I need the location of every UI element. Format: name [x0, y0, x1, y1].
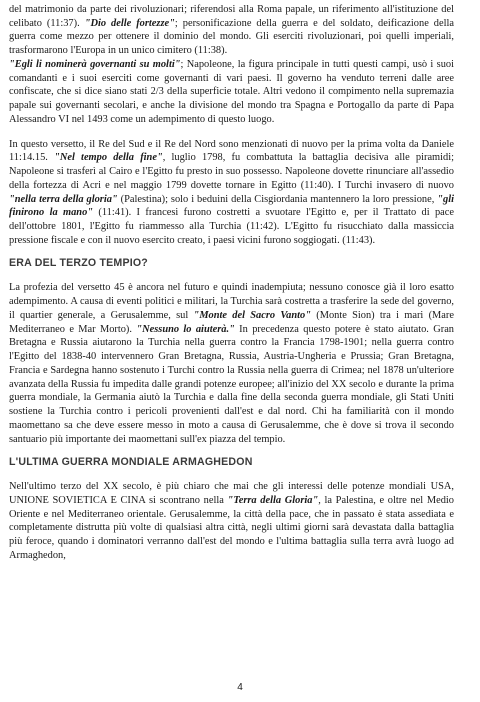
text-span: ; personificazione della guerra e del soldato, deificazione della guerra come mezzo per ottenere il dominio del mondo. Gli eserciti rivoluzionari, poi quelli imperiali, trasformarono l'Europa in un unico cimitero (11:38). [9, 17, 454, 57]
text-span: In precedenza questo potere è stato aiutato. Gran Bretagna e Russia aiutarono la Turchia nella guerra contro la Francia 1798-1901; nella guerra contro l'Egitto del 1838-40 intervennero Gran Bretagna, Russia, Austria-Ungheria e Prussia; Gran Bretagna, Francia e Sardegna hanno sostenuto i Turchi contro la Russia nella guerra di Crimea; nel 1878 un'ulteriore avanzata della Russia fu impedita dalle grandi potenze europee; all'inizio del XX secolo e durante la prima guerra mondiale, la Germania aiutò la Turchia e dalla fine della seconda guerra mondiale, gli Stati Uniti sostiene la Turchia contro i pericoli provenienti dall'est e dal nord. Chi ha familiarità con il mondo maomettano sa che deve essere messo in moto a causa di Gerusalemme, che è dove si trova il secondo santuario più importante dei maomettani sull'ex piazza del tempio. [9, 323, 454, 445]
text-span: , la Palestina, e oltre nel Medio Oriente e nel Mediterraneo orientale. Gerusalemme, la città della pace, che in passato è stata assediata e completamente distrutta più volte di qualsiasi altra città, negli ultimi giorni sarà devastata dalla battaglia più feroce, quando i dominatori verranno dall'est del mondo e l'ultima battaglia sulla terra avrà luogo ad Armaghedon, [9, 494, 454, 561]
paragraph-time-of-end [9, 138, 454, 248]
text-span: , luglio 1798, fu combattuta la battaglia decisiva alle piramidi; Napoleone si trasferì al Cairo e l'Egitto fu presto in suo possesso. Napoleone dovette rinunciare all'assedio della fortezza di Acri e nel maggio 1799 dovette tornare in Egitto (11:40). I Turchi invasero di nuovo [9, 152, 454, 191]
section-heading-last-war: L'ULTIMA GUERRA MONDIALE ARMAGHEDON [9, 456, 253, 469]
text-span: La profezia del versetto 45 è ancora nel futuro e quindi inadempiuta; nessuno conosce già il loro esatto adempimento. A causa di eventi politici e militari, la Turchia sarà costretta a trasferire la sede del governo, il quartier generale, a Gerusalemme, sul [9, 282, 454, 321]
paragraph-armageddon [9, 480, 454, 562]
text-span: ; Napoleone, la figura principale in tutti questi campi, usò i suoi comandanti e i suoi eserciti come governanti di vari paesi. Il governo ha venduto terreni dalle aree confiscate, che si dice siano stati 2/3 della superficie totale. Altri vedono il compimento nella supremazia papale sui governanti secolari, e anche la divisione del mondo tra Spagna e Portogallo da parte di Papa Alessandro VI nel 1493 come un adempimento di questo luogo. [9, 58, 454, 125]
section-heading-third-temple: ERA DEL TERZO TEMPIO? [9, 257, 148, 270]
quote-emphasis: "Dio delle fortezze" [84, 17, 175, 29]
quote-emphasis: "Terra della Gloria" [227, 494, 319, 506]
text-span: (11:41). I francesi furono costretti a svuotare l'Egitto e, per il Trattato di pace dell'ottobre 1801, l'Egitto fu riammesso alla Turchia (11:42). L'Egitto fu risucchiato dalla massiccia pressione fiscale e con il nuovo esercito creato, i paesi vicini furono soggiogati. (11:43). [9, 207, 454, 246]
paragraph-verse-45 [9, 281, 454, 446]
quote-emphasis: "gli finirono la mano" [9, 193, 454, 219]
quote-emphasis: "Nessuno lo aiuterà." [136, 323, 235, 335]
text-span: del matrimonio da parte dei rivoluzionari; riferendosi alla Roma papale, un riferimento all'istituzione del celibato (11:37). [9, 4, 454, 29]
page-number: 4 [237, 681, 243, 693]
text-span: (Palestina); solo i beduini della Cisgiordania mantennero la loro pressione, [117, 193, 438, 205]
text-span: Nell'ultimo terzo del XX secolo, è più chiaro che mai che gli interessi delle potenze mondiali USA, UNIONE SOVIETICA E CINA si scontrano nella [9, 481, 454, 506]
quote-emphasis: "nella terra della gloria" [9, 193, 118, 205]
quote-emphasis: "Nel tempo della fine" [54, 152, 163, 164]
paragraph-napoleon-fortresses [9, 3, 454, 58]
quote-emphasis: "Monte del Sacro Vanto" [193, 309, 311, 321]
text-span: In questo versetto, il Re del Sud e il Re del Nord sono menzionati di nuovo per la prima volta da Daniele 11:14.15. [9, 138, 454, 164]
text-span: (Monte Sion) tra i mari (Mare Mediterraneo e Mar Morto). [9, 309, 454, 335]
paragraph-rulers [9, 58, 454, 127]
quote-emphasis: "Egli li nominerà governanti su molti" [9, 58, 181, 70]
